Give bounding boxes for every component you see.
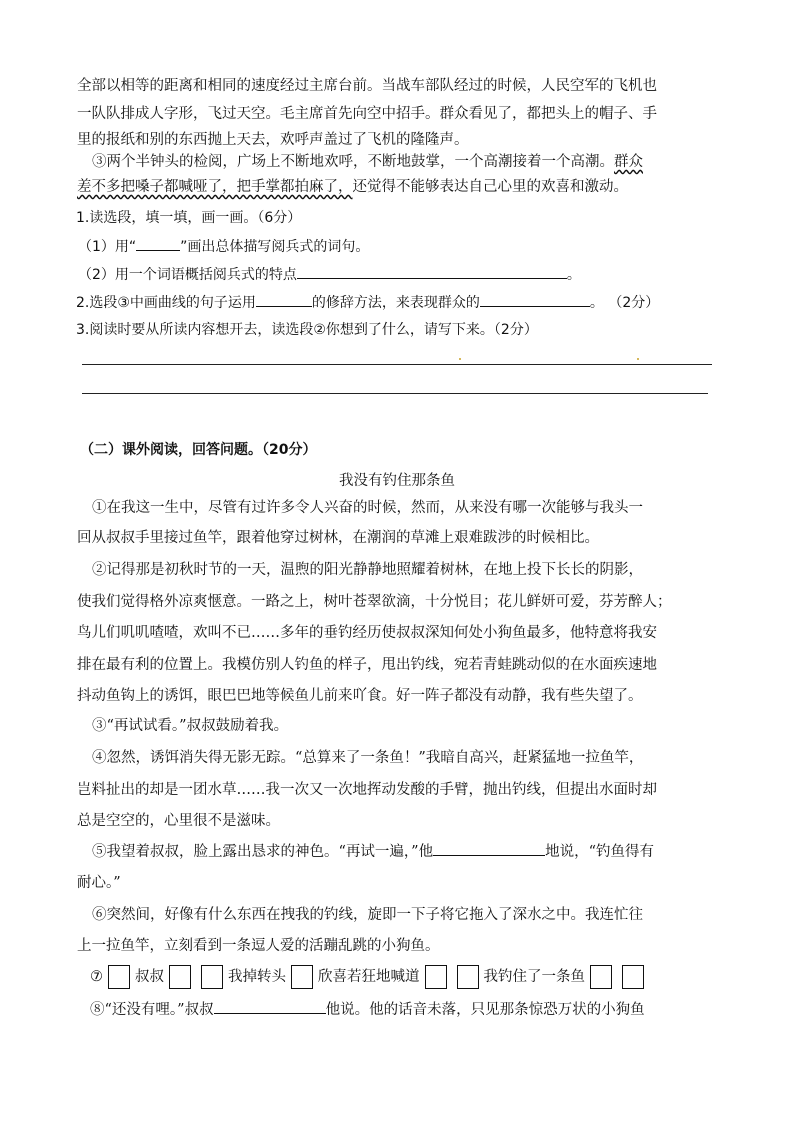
article-line: 使我们觉得格外凉爽惬意。一路之上，树叶苍翠欲滴，十分悦目；花儿鲜妍可爱，芬芳醉人； (77, 594, 672, 610)
punctuation-box[interactable] (291, 965, 313, 989)
article-text: 我掉转头 (228, 969, 286, 985)
punctuation-box[interactable] (622, 965, 644, 989)
article-line: 回从叔叔手里接过鱼竿，跟着他穿过树林，在潮润的草滩上艰难跋涉的时候相比。 (77, 530, 599, 546)
passage-line: 全部以相等的距离和相同的速度经过主席台前。当战车部队经过的时候，人民空军的飞机也 (77, 78, 657, 94)
passage-line (77, 177, 628, 197)
article-line: 岂料扯出的却是一团水草……我一次又一次地挥动发酸的手臂，抛出钓线，但提出水面时却 (77, 782, 657, 798)
question-text: （1）用“ (78, 239, 137, 255)
article-line: 总是空空的，心里很不是滋味。 (77, 813, 280, 829)
stray-mark (637, 358, 639, 360)
article-text: 叔叔 (135, 969, 164, 985)
wavy-underlined-sentence: 群众 (614, 154, 643, 170)
paragraph-number: ⑦ (90, 969, 103, 985)
article-line: 鸟儿们叽叽喳喳，欢叫不已……多年的垂钓经历使叔叔深知何处小狗鱼最多，他特意将我安 (77, 625, 657, 641)
answer-blank[interactable] (480, 292, 590, 307)
answer-blank[interactable] (136, 236, 180, 251)
wavy-underlined-sentence: 差不多把嗓子都喊哑了，把手掌都拍麻了， (77, 179, 353, 195)
answer-blank[interactable] (256, 292, 312, 307)
question-text: ”画出总体描写阅兵式的词句。 (180, 239, 370, 255)
answer-blank[interactable] (214, 999, 326, 1014)
answer-blank[interactable] (297, 264, 567, 279)
passage-paragraph-3 (92, 152, 643, 172)
punctuation-box[interactable] (590, 965, 612, 989)
article-line: ③“再试试看。”叔叔鼓励着我。 (92, 718, 289, 734)
article-line: ②记得那是初秋时节的一天，温煦的阳光静静地照耀着树林，在地上投下长长的阴影， (92, 562, 643, 578)
article-text: ⑤我望着叔叔，脸上露出恳求的神色。“再试一遍，”他 (92, 844, 434, 860)
question-3: 3.阅读时要从所读内容想开去，读选段②你想到了什么，请写下来。（2分） (76, 322, 538, 338)
punctuation-box[interactable] (169, 965, 191, 989)
question-1-1 (78, 236, 369, 257)
article-line: ④忽然，诱饵消失得无影无踪。“总算来了一条鱼！”我暗自高兴，赶紧猛地一拉鱼竿， (92, 750, 644, 766)
punctuation-box[interactable] (108, 965, 130, 989)
question-text: 。 （2分） (589, 295, 660, 311)
punctuation-exercise (90, 964, 649, 990)
question-text: 。 (566, 267, 581, 283)
article-text: 我钓住了一条鱼 (483, 969, 585, 985)
passage-line: 里的报纸和别的东西抛上天去，欢呼声盖过了飞机的隆隆声。 (77, 132, 469, 148)
answer-blank[interactable] (433, 841, 545, 856)
punctuation-box[interactable] (425, 965, 447, 989)
question-text: 2.选段③中画曲线的句子运用 (76, 295, 256, 311)
section-header: （二）课外阅读，回答问题。（20分） (80, 442, 317, 458)
question-1-2 (78, 264, 581, 285)
question-text: 的修辞方法，来表现群众的 (311, 295, 480, 311)
passage-line: 一队队排成人字形，飞过天空。毛主席首先向空中招手。群众看见了，都把头上的帽子、手 (77, 106, 657, 122)
question-text: （2）用一个词语概括阅兵式的特点 (78, 267, 297, 283)
passage-text: ③两个半钟头的检阅，广场上不断地欢呼，不断地鼓掌，一个高潮接着一个高潮。 (92, 154, 614, 170)
article-text: 欣喜若狂地喊道 (318, 969, 420, 985)
punctuation-box[interactable] (457, 965, 479, 989)
punctuation-box[interactable] (201, 965, 223, 989)
answer-line[interactable] (82, 393, 708, 394)
article-line: 抖动鱼钩上的诱饵，眼巴巴地等候鱼儿前来吖食。好一阵子都没有动静，我有些失望了。 (77, 688, 643, 704)
article-line: 排在最有利的位置上。我模仿别人钓鱼的样子，甩出钓线，宛若青蛙跳动似的在水面疾速地 (77, 657, 657, 673)
question-2 (76, 292, 659, 313)
stray-mark (459, 358, 461, 360)
article-text: 地说，“钓鱼得有 (545, 844, 654, 860)
question-1: 1.读选段，填一填，画一画。（6分） (76, 210, 302, 226)
answer-line[interactable] (82, 364, 712, 365)
article-line: ①在我这一生中，尽管有过许多令人兴奋的时候，然而，从来没有哪一次能够与我头一 (92, 500, 643, 516)
article-line: ⑥突然间，好像有什么东西在拽我的钓线，旋即一下子将它拖入了深水之中。我连忙往 (92, 907, 643, 923)
passage-text: 还觉得不能够表达自己心里的欢喜和激动。 (352, 179, 628, 195)
article-title: 我没有钓住那条鱼 (339, 473, 455, 489)
article-line: 上一拉鱼竿，立刻看到一条逗人爱的活蹦乱跳的小狗鱼。 (77, 938, 440, 954)
article-line (90, 999, 645, 1020)
article-text: 他说。他的话音未落，只见那条惊恐万状的小狗鱼 (325, 1002, 645, 1018)
article-line: 耐心。” (77, 875, 121, 891)
article-line (92, 841, 654, 862)
article-text: ⑧“还没有哩。”叔叔 (90, 1002, 214, 1018)
